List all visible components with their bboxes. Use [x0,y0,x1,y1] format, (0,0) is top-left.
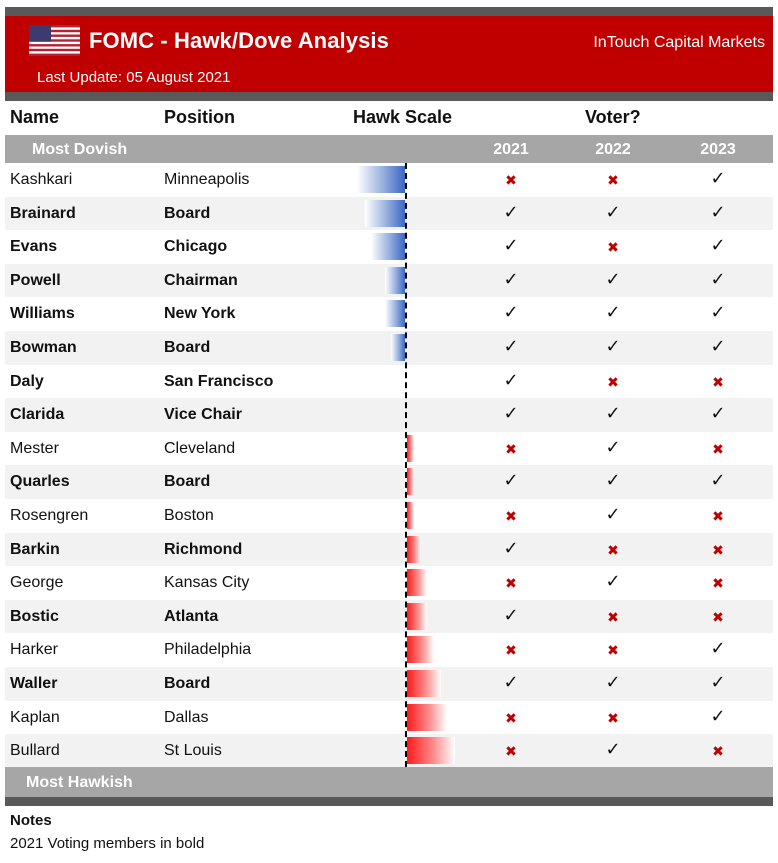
year-header-2021: 2021 [493,141,529,158]
cross-icon: ✖ [505,743,517,760]
cross-icon: ✖ [505,507,517,524]
member-row [5,398,773,432]
member-position: Vice Chair [164,406,242,424]
cross-icon: ✖ [607,709,619,726]
member-position: Chicago [164,238,228,256]
dove-scale-bar [371,233,405,260]
check-icon: ✓ [605,503,621,524]
cross-icon: ✖ [712,541,724,558]
member-row [5,701,773,735]
notes-title: Notes [10,812,52,829]
report-header [5,16,773,92]
cross-icon: ✖ [712,373,724,390]
most-hawkish-band [5,767,773,797]
cross-icon: ✖ [712,575,724,592]
check-icon: ✓ [605,268,621,289]
member-position: Cleveland [164,439,236,457]
check-icon: ✓ [605,470,621,491]
check-icon: ✓ [503,268,519,289]
hawk-scale-bar [407,569,427,596]
check-icon: ✓ [710,302,726,323]
cross-icon: ✖ [607,608,619,625]
column-header-voter: Voter? [585,107,641,127]
member-position: Atlanta [164,607,219,625]
member-position: New York [164,305,236,323]
member-name: Bostic [10,607,59,625]
cross-icon: ✖ [607,642,619,659]
member-name: Quarles [10,473,70,491]
column-header-hawk-scale: Hawk Scale [353,107,453,127]
member-row [5,163,773,197]
member-name: Powell [10,271,61,289]
check-icon: ✓ [710,403,726,424]
year-header-2023: 2023 [700,141,736,158]
year-header-2022: 2022 [595,141,631,158]
check-icon: ✓ [710,201,726,222]
cross-icon: ✖ [712,608,724,625]
hawk-scale-neutral-axis [405,163,407,767]
hawk-scale-bar [407,435,414,462]
check-icon: ✓ [503,201,519,222]
cross-icon: ✖ [607,172,619,188]
cross-icon: ✖ [712,507,724,524]
check-icon: ✓ [710,671,726,692]
most-hawkish-label: Most Hawkish [26,774,133,791]
cross-icon: ✖ [607,239,619,256]
check-icon: ✓ [605,571,621,592]
check-icon: ✓ [503,369,519,390]
member-row [5,499,773,533]
check-icon: ✓ [503,302,519,323]
member-position: San Francisco [164,372,274,390]
hawk-scale-bar [407,603,427,630]
member-name: Bullard [10,742,60,760]
member-position: Richmond [164,540,243,558]
member-row [5,432,773,466]
member-name: Kaplan [10,708,60,726]
footer-stripe [5,797,773,806]
member-row [5,465,773,499]
member-name: Rosengren [10,506,89,524]
member-row [5,197,773,231]
member-position: Board [164,338,211,356]
member-name: Kashkari [10,171,73,188]
member-name: Mester [10,439,59,457]
check-icon: ✓ [710,470,726,491]
member-row [5,734,773,768]
member-name: Bowman [10,338,77,356]
cross-icon: ✖ [607,541,619,558]
hawk-scale-bar [407,468,414,495]
check-icon: ✓ [710,268,726,289]
member-row [5,600,773,634]
member-name: George [10,574,64,592]
check-icon: ✓ [605,201,621,222]
check-icon: ✓ [710,235,726,256]
member-row [5,566,773,600]
check-icon: ✓ [710,705,726,726]
member-row [5,533,773,567]
check-icon: ✓ [710,638,726,659]
check-icon: ✓ [503,403,519,424]
hawk-scale-bar [407,737,455,764]
dove-scale-bar [385,300,405,327]
notes-text: 2021 Voting members in bold [10,835,205,852]
check-icon: ✓ [605,335,621,356]
member-table [5,163,773,768]
check-icon: ✓ [503,470,519,491]
hawk-scale-bar [407,704,447,731]
last-update: Last Update: 05 August 2021 [37,69,231,86]
member-position: Dallas [164,708,209,726]
cross-icon: ✖ [712,440,724,457]
check-icon: ✓ [605,739,621,760]
member-name: Brainard [10,204,76,222]
check-icon: ✓ [503,235,519,256]
brand-name: InTouch Capital Markets [593,34,765,51]
report-title: FOMC - Hawk/Dove Analysis [89,28,389,53]
cross-icon: ✖ [505,575,517,592]
column-header-name: Name [10,107,60,127]
member-position: Chairman [164,271,238,289]
member-position: Board [164,204,211,222]
check-icon: ✓ [503,671,519,692]
cross-icon: ✖ [505,709,517,726]
check-icon: ✓ [605,403,621,424]
hawk-scale-bar [407,502,414,529]
member-name: Harker [10,641,59,659]
check-icon: ✓ [503,537,519,558]
hawk-scale-bar [407,536,421,563]
most-dovish-label: Most Dovish [32,141,128,158]
member-name: Barkin [10,540,60,558]
column-header-position: Position [164,107,235,127]
member-row [5,264,773,298]
check-icon: ✓ [503,335,519,356]
check-icon: ✓ [605,302,621,323]
top-stripe [5,7,773,16]
member-position: Boston [164,506,214,524]
check-icon: ✓ [710,168,726,188]
member-position: St Louis [164,742,222,760]
check-icon: ✓ [710,335,726,356]
us-flag-icon [29,25,80,56]
member-row [5,633,773,667]
cross-icon: ✖ [505,172,517,188]
member-name: Williams [10,305,75,323]
member-name: Evans [10,238,58,256]
member-row [5,365,773,399]
member-row [5,667,773,701]
dove-scale-bar [391,334,405,361]
most-dovish-band [5,135,773,163]
member-position: Board [164,674,211,692]
check-icon: ✓ [605,436,621,457]
member-name: Waller [10,674,58,692]
check-icon: ✓ [503,604,519,625]
member-row [5,230,773,264]
cross-icon: ✖ [607,373,619,390]
cross-icon: ✖ [505,642,517,659]
dove-scale-bar [385,267,405,294]
hawk-scale-bar [407,636,434,663]
check-icon: ✓ [605,671,621,692]
member-position: Kansas City [164,574,250,592]
member-row [5,297,773,331]
member-position: Minneapolis [164,171,250,188]
member-name: Clarida [10,406,65,424]
hawk-scale-bar [407,670,441,697]
member-position: Board [164,473,211,491]
member-position: Philadelphia [164,641,252,659]
header-bottom-stripe [5,92,773,101]
dove-scale-bar [357,166,405,193]
cross-icon: ✖ [505,440,517,457]
cross-icon: ✖ [712,743,724,760]
dove-scale-bar [365,200,405,227]
member-name: Daly [10,372,44,390]
member-row [5,331,773,365]
